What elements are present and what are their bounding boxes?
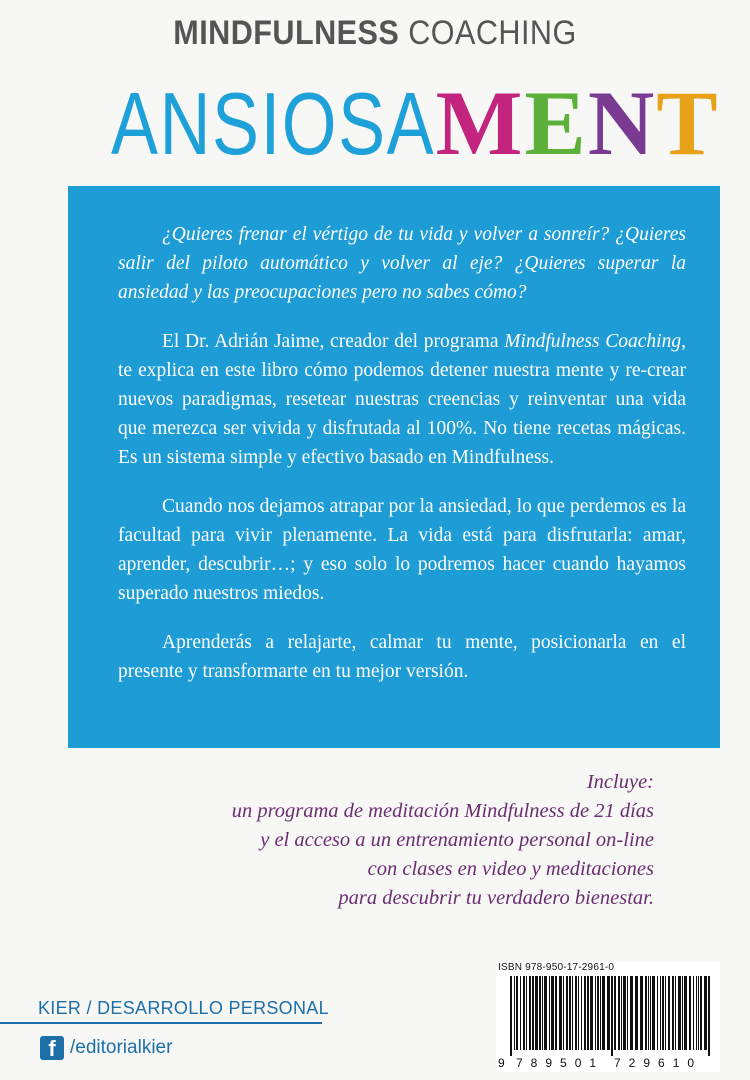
barcode-bar bbox=[630, 976, 633, 1050]
social-handle: /editorialkier bbox=[70, 1037, 173, 1058]
barcode-bar bbox=[618, 976, 620, 1050]
barcode-bar bbox=[614, 976, 616, 1050]
blurb-p2-program: Mindfulness Coaching bbox=[504, 331, 682, 352]
collection-label: KIER / DESARROLLO PERSONAL bbox=[38, 998, 329, 1018]
barcode-bar bbox=[640, 976, 643, 1050]
barcode-bar bbox=[668, 976, 670, 1050]
book-title-letter: E bbox=[524, 72, 588, 174]
barcode-bar bbox=[514, 976, 515, 1050]
book-title-letter: N bbox=[587, 72, 657, 174]
series-title-bold: MINDFULNESS bbox=[173, 14, 400, 52]
blurb-panel bbox=[68, 186, 720, 748]
barcode-digits-right: 729610 bbox=[614, 1056, 703, 1070]
barcode-bar bbox=[704, 976, 707, 1050]
book-title-letter: M bbox=[435, 72, 525, 174]
barcode-bar bbox=[551, 976, 554, 1050]
facebook-icon: f bbox=[40, 1036, 64, 1060]
barcode-bar bbox=[684, 976, 687, 1050]
blurb-paragraph-2 bbox=[118, 327, 686, 472]
includes-line: y el acceso a un entrenamiento personal on-line bbox=[260, 829, 654, 851]
barcode-bar bbox=[675, 976, 676, 1050]
barcode-bar bbox=[575, 976, 577, 1050]
barcode-bar bbox=[665, 976, 666, 1050]
barcode-bar bbox=[650, 976, 651, 1050]
barcode-bar bbox=[584, 976, 586, 1050]
barcode-bar bbox=[607, 976, 610, 1050]
barcode-bar bbox=[635, 976, 638, 1050]
barcode-bar bbox=[672, 976, 674, 1050]
barcode-bar bbox=[549, 976, 550, 1050]
barcode-bar bbox=[529, 976, 531, 1050]
includes-line: Incluye: bbox=[586, 771, 654, 793]
blurb-paragraph-3: Cuando nos dejamos atrapar por la ansiedad, lo que perdemos es la facultad para vivir plenamente. La vida está para disfrutarla: amar, aprender, descubrir…; y eso solo lo podremos hacer cuando hayamos superado nuestros miedos. bbox=[118, 496, 686, 604]
includes-line: con clases en video y meditaciones bbox=[367, 858, 654, 880]
barcode-bar bbox=[590, 976, 593, 1050]
barcode-bar bbox=[542, 976, 543, 1050]
series-title bbox=[38, 14, 713, 53]
series-title-light: COACHING bbox=[408, 14, 577, 52]
social-link bbox=[40, 1034, 172, 1062]
barcode-bar bbox=[682, 976, 683, 1050]
barcode-bar bbox=[648, 976, 649, 1050]
barcode-bar bbox=[611, 976, 613, 1056]
isbn-label: ISBN 978-950-17-2961-0 bbox=[498, 962, 615, 973]
barcode-bar bbox=[566, 976, 568, 1050]
book-title-letter: T bbox=[656, 72, 720, 174]
blurb-p2-end: , te explica en este libro cómo podemos detener nuestra mente y re-crear nuevos paradigmas, resetear nuestras creencias y reinventar una vida que merezca ser vivida y disfrutada al 100%. No tiene recetas mágicas. Es un sistema simple y efectivo basado en Mindfulness. bbox=[118, 331, 686, 468]
barcode-bar bbox=[572, 976, 573, 1050]
barcode-bar bbox=[563, 976, 564, 1050]
barcode-bar bbox=[696, 976, 697, 1050]
blurb-paragraph-1: ¿Quieres frenar el vértigo de tu vida y volver a sonreír? ¿Quieres salir del piloto automático y volver al eje? ¿Quieres superar la ansiedad y las preocupaciones pero no sabes cómo? bbox=[118, 224, 686, 303]
barcode-bar bbox=[602, 976, 605, 1050]
barcode-bar bbox=[523, 976, 525, 1050]
barcode-bar bbox=[689, 976, 691, 1050]
barcode-bar bbox=[595, 976, 596, 1050]
barcode-bar bbox=[698, 976, 699, 1050]
barcode-bar bbox=[597, 976, 599, 1050]
barcode-bar bbox=[569, 976, 571, 1050]
barcode-bar bbox=[581, 976, 582, 1050]
barcode-bar bbox=[516, 976, 518, 1050]
barcode bbox=[496, 962, 720, 1072]
barcode-bar bbox=[600, 976, 601, 1050]
blurb-paragraph-4: Aprenderás a relajarte, calmar tu mente, posicionarla en el presente y transformarte en tu mejor versión. bbox=[118, 632, 686, 682]
barcode-bar bbox=[708, 976, 710, 1056]
includes-line: para descubrir tu verdadero bienestar. bbox=[338, 887, 654, 909]
barcode-bar bbox=[645, 976, 647, 1050]
barcode-bar bbox=[559, 976, 562, 1050]
barcode-bar bbox=[555, 976, 557, 1050]
includes-block bbox=[94, 768, 654, 913]
barcode-digits-left: 789501 bbox=[516, 1056, 605, 1070]
barcode-bar bbox=[621, 976, 622, 1050]
barcode-bar bbox=[578, 976, 579, 1050]
barcode-bar bbox=[627, 976, 628, 1050]
barcode-bars bbox=[496, 976, 720, 1056]
barcode-bar bbox=[532, 976, 534, 1050]
barcode-bar bbox=[662, 976, 664, 1050]
includes-line: un programa de meditación Mindfulness de 21 días bbox=[231, 800, 654, 822]
barcode-digit-lead: 9 bbox=[498, 1056, 505, 1070]
blurb-p2-start: El Dr. Adrián Jaime, creador del programa bbox=[162, 331, 505, 352]
barcode-bar bbox=[535, 976, 538, 1050]
barcode-bar bbox=[539, 976, 541, 1050]
barcode-bar bbox=[587, 976, 589, 1050]
collection-divider bbox=[0, 1022, 322, 1024]
barcode-bar bbox=[660, 976, 661, 1050]
barcode-bar bbox=[510, 976, 512, 1056]
barcode-bar bbox=[520, 976, 521, 1050]
barcode-bar bbox=[700, 976, 702, 1050]
barcode-bar bbox=[693, 976, 694, 1050]
barcode-bar bbox=[657, 976, 658, 1050]
barcode-bar bbox=[678, 976, 681, 1050]
barcode-bar bbox=[526, 976, 527, 1050]
barcode-bar bbox=[652, 976, 655, 1050]
barcode-bar bbox=[623, 976, 626, 1050]
book-title-part1: ANSIOSA bbox=[111, 74, 436, 173]
barcode-bar bbox=[544, 976, 547, 1050]
